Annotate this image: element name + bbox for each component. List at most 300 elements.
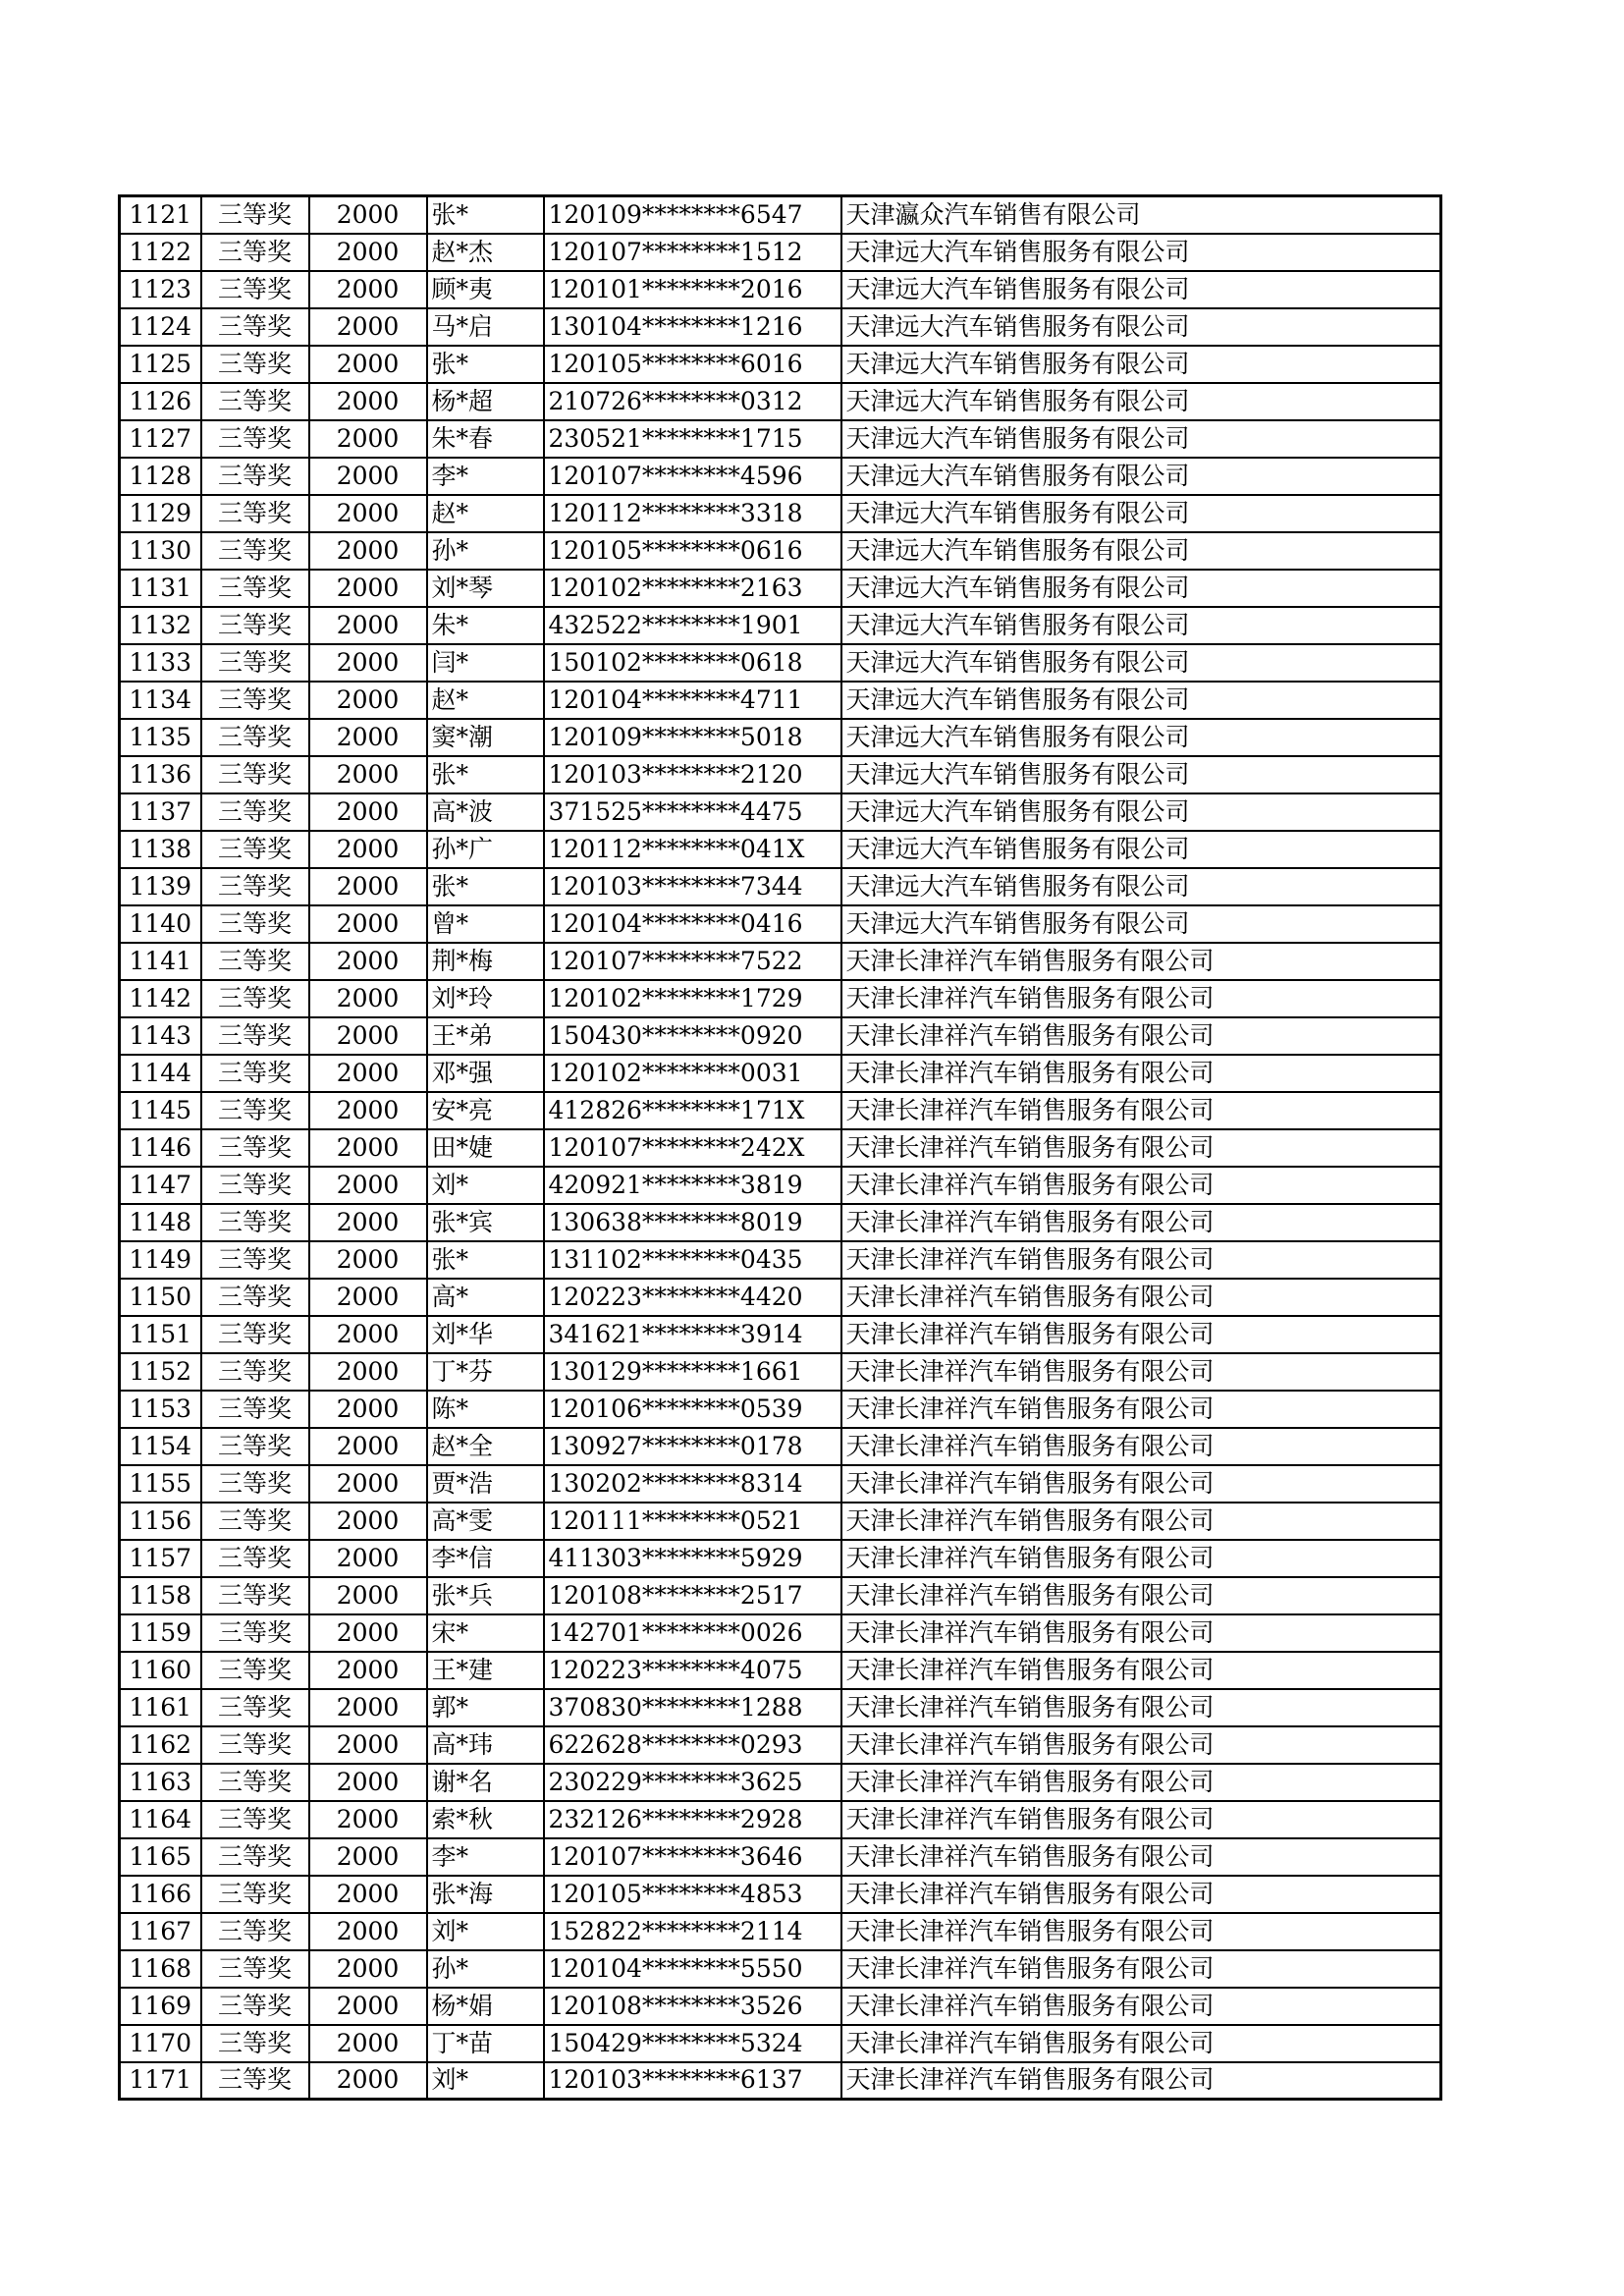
id-number-cell: 120101********2016	[544, 271, 841, 308]
table-row	[120, 495, 1441, 532]
amount-cell: 2000	[309, 719, 427, 756]
prize-level-cell: 三等奖	[201, 1988, 309, 2025]
winner-name-cell: 邓*强	[427, 1055, 544, 1092]
company-cell: 天津远大汽车销售服务有限公司	[841, 831, 1441, 868]
prize-level-cell: 三等奖	[201, 1801, 309, 1838]
table-row	[120, 1316, 1441, 1353]
amount-cell: 2000	[309, 1428, 427, 1465]
prize-level-cell: 三等奖	[201, 1913, 309, 1950]
prize-level-cell: 三等奖	[201, 644, 309, 682]
amount-cell: 2000	[309, 2062, 427, 2100]
prize-level-cell: 三等奖	[201, 868, 309, 905]
winners-table-body	[120, 196, 1441, 2100]
id-number-cell: 120105********0616	[544, 532, 841, 570]
prize-level-cell: 三等奖	[201, 1055, 309, 1092]
prize-level-cell: 三等奖	[201, 905, 309, 943]
amount-cell: 2000	[309, 1092, 427, 1129]
id-number-cell: 120107********1512	[544, 234, 841, 271]
row-number-cell: 1141	[120, 943, 201, 980]
table-row	[120, 868, 1441, 905]
company-cell: 天津长津祥汽车销售服务有限公司	[841, 1316, 1441, 1353]
amount-cell: 2000	[309, 1614, 427, 1652]
prize-level-cell: 三等奖	[201, 346, 309, 383]
amount-cell: 2000	[309, 682, 427, 719]
winner-name-cell: 王*建	[427, 1652, 544, 1689]
table-row	[120, 1465, 1441, 1503]
table-row	[120, 1241, 1441, 1279]
company-cell: 天津远大汽车销售服务有限公司	[841, 383, 1441, 420]
company-cell: 天津长津祥汽车销售服务有限公司	[841, 980, 1441, 1017]
row-number-cell: 1168	[120, 1950, 201, 1988]
id-number-cell: 120102********1729	[544, 980, 841, 1017]
winner-name-cell: 贾*浩	[427, 1465, 544, 1503]
row-number-cell: 1136	[120, 756, 201, 793]
table-row	[120, 196, 1441, 234]
table-row	[120, 420, 1441, 458]
prize-level-cell: 三等奖	[201, 943, 309, 980]
winner-name-cell: 张*	[427, 756, 544, 793]
id-number-cell: 120104********4711	[544, 682, 841, 719]
prize-level-cell: 三等奖	[201, 1764, 309, 1801]
winner-name-cell: 赵*	[427, 682, 544, 719]
table-row	[120, 1391, 1441, 1428]
table-row	[120, 271, 1441, 308]
id-number-cell: 120107********3646	[544, 1838, 841, 1876]
amount-cell: 2000	[309, 1876, 427, 1913]
amount-cell: 2000	[309, 607, 427, 644]
winner-name-cell: 宋*	[427, 1614, 544, 1652]
amount-cell: 2000	[309, 1764, 427, 1801]
table-row	[120, 458, 1441, 495]
id-number-cell: 120112********041X	[544, 831, 841, 868]
table-row	[120, 570, 1441, 607]
row-number-cell: 1150	[120, 1279, 201, 1316]
id-number-cell: 150429********5324	[544, 2025, 841, 2062]
company-cell: 天津远大汽车销售服务有限公司	[841, 308, 1441, 346]
prize-level-cell: 三等奖	[201, 1092, 309, 1129]
row-number-cell: 1167	[120, 1913, 201, 1950]
company-cell: 天津远大汽车销售服务有限公司	[841, 570, 1441, 607]
amount-cell: 2000	[309, 1652, 427, 1689]
id-number-cell: 622628********0293	[544, 1726, 841, 1764]
table-row	[120, 532, 1441, 570]
id-number-cell: 130202********8314	[544, 1465, 841, 1503]
row-number-cell: 1131	[120, 570, 201, 607]
id-number-cell: 120111********0521	[544, 1503, 841, 1540]
table-row	[120, 1353, 1441, 1391]
winner-name-cell: 田*婕	[427, 1129, 544, 1167]
id-number-cell: 150430********0920	[544, 1017, 841, 1055]
company-cell: 天津长津祥汽车销售服务有限公司	[841, 1726, 1441, 1764]
table-row	[120, 1950, 1441, 1988]
row-number-cell: 1130	[120, 532, 201, 570]
id-number-cell: 120104********0416	[544, 905, 841, 943]
id-number-cell: 420921********3819	[544, 1167, 841, 1204]
winner-name-cell: 谢*名	[427, 1764, 544, 1801]
prize-level-cell: 三等奖	[201, 196, 309, 234]
prize-level-cell: 三等奖	[201, 1167, 309, 1204]
row-number-cell: 1146	[120, 1129, 201, 1167]
prize-level-cell: 三等奖	[201, 1241, 309, 1279]
amount-cell: 2000	[309, 1353, 427, 1391]
prize-level-cell: 三等奖	[201, 719, 309, 756]
company-cell: 天津远大汽车销售服务有限公司	[841, 793, 1441, 831]
row-number-cell: 1132	[120, 607, 201, 644]
winner-name-cell: 朱*	[427, 607, 544, 644]
amount-cell: 2000	[309, 644, 427, 682]
row-number-cell: 1151	[120, 1316, 201, 1353]
winner-name-cell: 赵*杰	[427, 234, 544, 271]
prize-level-cell: 三等奖	[201, 1428, 309, 1465]
company-cell: 天津长津祥汽车销售服务有限公司	[841, 2025, 1441, 2062]
table-row	[120, 682, 1441, 719]
id-number-cell: 142701********0026	[544, 1614, 841, 1652]
row-number-cell: 1155	[120, 1465, 201, 1503]
row-number-cell: 1124	[120, 308, 201, 346]
winner-name-cell: 王*弟	[427, 1017, 544, 1055]
amount-cell: 2000	[309, 980, 427, 1017]
winner-name-cell: 窦*潮	[427, 719, 544, 756]
id-number-cell: 120105********4853	[544, 1876, 841, 1913]
id-number-cell: 341621********3914	[544, 1316, 841, 1353]
amount-cell: 2000	[309, 495, 427, 532]
winner-name-cell: 曾*	[427, 905, 544, 943]
row-number-cell: 1137	[120, 793, 201, 831]
winner-name-cell: 刘*华	[427, 1316, 544, 1353]
company-cell: 天津长津祥汽车销售服务有限公司	[841, 1017, 1441, 1055]
amount-cell: 2000	[309, 1167, 427, 1204]
company-cell: 天津长津祥汽车销售服务有限公司	[841, 1988, 1441, 2025]
amount-cell: 2000	[309, 1988, 427, 2025]
winner-name-cell: 丁*苗	[427, 2025, 544, 2062]
table-row	[120, 1017, 1441, 1055]
winner-name-cell: 孙*广	[427, 831, 544, 868]
amount-cell: 2000	[309, 532, 427, 570]
id-number-cell: 232126********2928	[544, 1801, 841, 1838]
company-cell: 天津长津祥汽车销售服务有限公司	[841, 1465, 1441, 1503]
row-number-cell: 1166	[120, 1876, 201, 1913]
prize-level-cell: 三等奖	[201, 1876, 309, 1913]
company-cell: 天津长津祥汽车销售服务有限公司	[841, 1167, 1441, 1204]
table-row	[120, 1876, 1441, 1913]
amount-cell: 2000	[309, 346, 427, 383]
table-row	[120, 1279, 1441, 1316]
company-cell: 天津远大汽车销售服务有限公司	[841, 495, 1441, 532]
winner-name-cell: 孙*	[427, 532, 544, 570]
id-number-cell: 130927********0178	[544, 1428, 841, 1465]
table-row	[120, 1801, 1441, 1838]
row-number-cell: 1157	[120, 1540, 201, 1577]
row-number-cell: 1139	[120, 868, 201, 905]
table-row	[120, 1652, 1441, 1689]
company-cell: 天津长津祥汽车销售服务有限公司	[841, 1279, 1441, 1316]
company-cell: 天津长津祥汽车销售服务有限公司	[841, 1503, 1441, 1540]
table-row	[120, 1204, 1441, 1241]
id-number-cell: 120107********4596	[544, 458, 841, 495]
table-row	[120, 1167, 1441, 1204]
row-number-cell: 1144	[120, 1055, 201, 1092]
company-cell: 天津远大汽车销售服务有限公司	[841, 682, 1441, 719]
company-cell: 天津长津祥汽车销售服务有限公司	[841, 1391, 1441, 1428]
row-number-cell: 1158	[120, 1577, 201, 1614]
table-row	[120, 1764, 1441, 1801]
amount-cell: 2000	[309, 1279, 427, 1316]
amount-cell: 2000	[309, 868, 427, 905]
company-cell: 天津远大汽车销售服务有限公司	[841, 346, 1441, 383]
amount-cell: 2000	[309, 1055, 427, 1092]
id-number-cell: 120102********2163	[544, 570, 841, 607]
company-cell: 天津长津祥汽车销售服务有限公司	[841, 1652, 1441, 1689]
prize-level-cell: 三等奖	[201, 2062, 309, 2100]
winner-name-cell: 张*	[427, 1241, 544, 1279]
table-row	[120, 1913, 1441, 1950]
id-number-cell: 150102********0618	[544, 644, 841, 682]
winner-name-cell: 赵*全	[427, 1428, 544, 1465]
id-number-cell: 120106********0539	[544, 1391, 841, 1428]
row-number-cell: 1156	[120, 1503, 201, 1540]
company-cell: 天津远大汽车销售服务有限公司	[841, 234, 1441, 271]
company-cell: 天津远大汽车销售服务有限公司	[841, 458, 1441, 495]
id-number-cell: 152822********2114	[544, 1913, 841, 1950]
row-number-cell: 1133	[120, 644, 201, 682]
amount-cell: 2000	[309, 271, 427, 308]
winner-name-cell: 孙*	[427, 1950, 544, 1988]
company-cell: 天津远大汽车销售服务有限公司	[841, 644, 1441, 682]
row-number-cell: 1149	[120, 1241, 201, 1279]
id-number-cell: 120109********5018	[544, 719, 841, 756]
row-number-cell: 1129	[120, 495, 201, 532]
id-number-cell: 370830********1288	[544, 1689, 841, 1726]
row-number-cell: 1162	[120, 1726, 201, 1764]
amount-cell: 2000	[309, 196, 427, 234]
company-cell: 天津长津祥汽车销售服务有限公司	[841, 1577, 1441, 1614]
amount-cell: 2000	[309, 420, 427, 458]
company-cell: 天津长津祥汽车销售服务有限公司	[841, 1204, 1441, 1241]
winner-name-cell: 刘*琴	[427, 570, 544, 607]
company-cell: 天津远大汽车销售服务有限公司	[841, 607, 1441, 644]
row-number-cell: 1169	[120, 1988, 201, 2025]
prize-level-cell: 三等奖	[201, 271, 309, 308]
amount-cell: 2000	[309, 1689, 427, 1726]
winner-name-cell: 刘*玲	[427, 980, 544, 1017]
prize-level-cell: 三等奖	[201, 1129, 309, 1167]
table-row	[120, 234, 1441, 271]
table-row	[120, 1726, 1441, 1764]
prize-level-cell: 三等奖	[201, 1838, 309, 1876]
row-number-cell: 1135	[120, 719, 201, 756]
id-number-cell: 120102********0031	[544, 1055, 841, 1092]
company-cell: 天津长津祥汽车销售服务有限公司	[841, 943, 1441, 980]
winner-name-cell: 刘*	[427, 1913, 544, 1950]
prize-level-cell: 三等奖	[201, 831, 309, 868]
winner-name-cell: 闫*	[427, 644, 544, 682]
amount-cell: 2000	[309, 2025, 427, 2062]
amount-cell: 2000	[309, 1465, 427, 1503]
amount-cell: 2000	[309, 234, 427, 271]
row-number-cell: 1143	[120, 1017, 201, 1055]
prize-level-cell: 三等奖	[201, 1614, 309, 1652]
company-cell: 天津远大汽车销售服务有限公司	[841, 719, 1441, 756]
company-cell: 天津长津祥汽车销售服务有限公司	[841, 2062, 1441, 2100]
id-number-cell: 120108********2517	[544, 1577, 841, 1614]
winners-table	[118, 194, 1442, 2101]
prize-level-cell: 三等奖	[201, 1652, 309, 1689]
winner-name-cell: 安*亮	[427, 1092, 544, 1129]
id-number-cell: 120105********6016	[544, 346, 841, 383]
company-cell: 天津长津祥汽车销售服务有限公司	[841, 1241, 1441, 1279]
id-number-cell: 412826********171X	[544, 1092, 841, 1129]
company-cell: 天津长津祥汽车销售服务有限公司	[841, 1353, 1441, 1391]
row-number-cell: 1122	[120, 234, 201, 271]
id-number-cell: 120103********7344	[544, 868, 841, 905]
id-number-cell: 210726********0312	[544, 383, 841, 420]
amount-cell: 2000	[309, 1726, 427, 1764]
id-number-cell: 371525********4475	[544, 793, 841, 831]
winner-name-cell: 高*雯	[427, 1503, 544, 1540]
company-cell: 天津长津祥汽车销售服务有限公司	[841, 1689, 1441, 1726]
prize-level-cell: 三等奖	[201, 1503, 309, 1540]
amount-cell: 2000	[309, 1241, 427, 1279]
winner-name-cell: 张*海	[427, 1876, 544, 1913]
prize-level-cell: 三等奖	[201, 2025, 309, 2062]
prize-level-cell: 三等奖	[201, 383, 309, 420]
company-cell: 天津远大汽车销售服务有限公司	[841, 271, 1441, 308]
id-number-cell: 120104********5550	[544, 1950, 841, 1988]
company-cell: 天津长津祥汽车销售服务有限公司	[841, 1092, 1441, 1129]
id-number-cell: 120108********3526	[544, 1988, 841, 2025]
amount-cell: 2000	[309, 1913, 427, 1950]
amount-cell: 2000	[309, 1316, 427, 1353]
row-number-cell: 1145	[120, 1092, 201, 1129]
table-row	[120, 905, 1441, 943]
company-cell: 天津长津祥汽车销售服务有限公司	[841, 1428, 1441, 1465]
prize-level-cell: 三等奖	[201, 793, 309, 831]
amount-cell: 2000	[309, 1577, 427, 1614]
id-number-cell: 120103********6137	[544, 2062, 841, 2100]
amount-cell: 2000	[309, 1503, 427, 1540]
row-number-cell: 1138	[120, 831, 201, 868]
prize-level-cell: 三等奖	[201, 570, 309, 607]
id-number-cell: 120107********242X	[544, 1129, 841, 1167]
id-number-cell: 432522********1901	[544, 607, 841, 644]
amount-cell: 2000	[309, 1204, 427, 1241]
company-cell: 天津长津祥汽车销售服务有限公司	[841, 1950, 1441, 1988]
table-row	[120, 1129, 1441, 1167]
winner-name-cell: 刘*	[427, 2062, 544, 2100]
id-number-cell: 120223********4075	[544, 1652, 841, 1689]
company-cell: 天津长津祥汽车销售服务有限公司	[841, 1876, 1441, 1913]
company-cell: 天津长津祥汽车销售服务有限公司	[841, 1540, 1441, 1577]
table-row	[120, 346, 1441, 383]
row-number-cell: 1154	[120, 1428, 201, 1465]
row-number-cell: 1153	[120, 1391, 201, 1428]
winner-name-cell: 郭*	[427, 1689, 544, 1726]
table-row	[120, 756, 1441, 793]
winner-name-cell: 荆*梅	[427, 943, 544, 980]
prize-level-cell: 三等奖	[201, 1391, 309, 1428]
amount-cell: 2000	[309, 943, 427, 980]
row-number-cell: 1163	[120, 1764, 201, 1801]
company-cell: 天津远大汽车销售服务有限公司	[841, 532, 1441, 570]
winner-name-cell: 顾*夷	[427, 271, 544, 308]
amount-cell: 2000	[309, 1017, 427, 1055]
id-number-cell: 120107********7522	[544, 943, 841, 980]
id-number-cell: 131102********0435	[544, 1241, 841, 1279]
winner-name-cell: 马*启	[427, 308, 544, 346]
table-row	[120, 1540, 1441, 1577]
id-number-cell: 120112********3318	[544, 495, 841, 532]
prize-level-cell: 三等奖	[201, 1540, 309, 1577]
table-row	[120, 2025, 1441, 2062]
table-row	[120, 308, 1441, 346]
winner-name-cell: 朱*春	[427, 420, 544, 458]
table-row	[120, 1092, 1441, 1129]
winner-name-cell: 杨*娟	[427, 1988, 544, 2025]
prize-level-cell: 三等奖	[201, 458, 309, 495]
id-number-cell: 230229********3625	[544, 1764, 841, 1801]
table-row	[120, 793, 1441, 831]
table-row	[120, 383, 1441, 420]
id-number-cell: 120223********4420	[544, 1279, 841, 1316]
winner-name-cell: 张*宾	[427, 1204, 544, 1241]
company-cell: 天津远大汽车销售服务有限公司	[841, 420, 1441, 458]
prize-level-cell: 三等奖	[201, 234, 309, 271]
row-number-cell: 1126	[120, 383, 201, 420]
winner-name-cell: 陈*	[427, 1391, 544, 1428]
prize-level-cell: 三等奖	[201, 980, 309, 1017]
company-cell: 天津长津祥汽车销售服务有限公司	[841, 1913, 1441, 1950]
table-row	[120, 943, 1441, 980]
table-row	[120, 831, 1441, 868]
amount-cell: 2000	[309, 1129, 427, 1167]
table-row	[120, 719, 1441, 756]
winner-name-cell: 高*	[427, 1279, 544, 1316]
amount-cell: 2000	[309, 1391, 427, 1428]
id-number-cell: 120109********6547	[544, 196, 841, 234]
winner-name-cell: 赵*	[427, 495, 544, 532]
prize-level-cell: 三等奖	[201, 1353, 309, 1391]
company-cell: 天津长津祥汽车销售服务有限公司	[841, 1801, 1441, 1838]
company-cell: 天津远大汽车销售服务有限公司	[841, 868, 1441, 905]
company-cell: 天津长津祥汽车销售服务有限公司	[841, 1614, 1441, 1652]
amount-cell: 2000	[309, 383, 427, 420]
prize-level-cell: 三等奖	[201, 682, 309, 719]
winner-name-cell: 高*玮	[427, 1726, 544, 1764]
amount-cell: 2000	[309, 1801, 427, 1838]
table-row	[120, 1988, 1441, 2025]
table-row	[120, 2062, 1441, 2100]
row-number-cell: 1159	[120, 1614, 201, 1652]
row-number-cell: 1148	[120, 1204, 201, 1241]
prize-level-cell: 三等奖	[201, 1204, 309, 1241]
amount-cell: 2000	[309, 1838, 427, 1876]
row-number-cell: 1127	[120, 420, 201, 458]
amount-cell: 2000	[309, 458, 427, 495]
prize-level-cell: 三等奖	[201, 1465, 309, 1503]
prize-level-cell: 三等奖	[201, 420, 309, 458]
winner-name-cell: 索*秋	[427, 1801, 544, 1838]
row-number-cell: 1147	[120, 1167, 201, 1204]
prize-level-cell: 三等奖	[201, 756, 309, 793]
table-row	[120, 607, 1441, 644]
prize-level-cell: 三等奖	[201, 495, 309, 532]
amount-cell: 2000	[309, 905, 427, 943]
amount-cell: 2000	[309, 756, 427, 793]
row-number-cell: 1140	[120, 905, 201, 943]
row-number-cell: 1142	[120, 980, 201, 1017]
row-number-cell: 1121	[120, 196, 201, 234]
amount-cell: 2000	[309, 308, 427, 346]
